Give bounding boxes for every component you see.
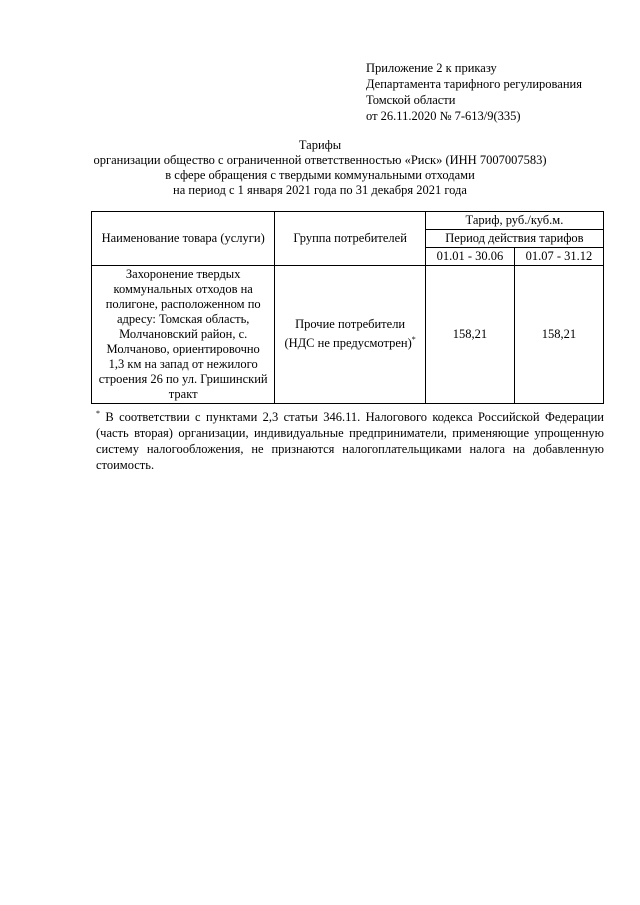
cell-service-name xyxy=(92,266,275,404)
service-name-line: Молчановский район, с. xyxy=(119,327,248,341)
document-title xyxy=(0,138,640,198)
table-row xyxy=(92,266,604,404)
consumer-group-line xyxy=(278,332,422,351)
footnote xyxy=(96,406,604,473)
appendix-header xyxy=(366,60,582,124)
footnote-marker: * xyxy=(411,335,416,345)
cell-consumer-group xyxy=(275,266,426,404)
header-name: Наименование товара (услуги) xyxy=(92,212,275,266)
title-line: Тарифы xyxy=(298,138,342,152)
title-line: на период с 1 января 2021 года по 31 декабря 2021 года xyxy=(173,183,467,197)
service-name-line: строения 26 по ул. Гришинский xyxy=(98,372,268,386)
tariffs-table xyxy=(91,211,604,404)
service-name-line: тракт xyxy=(168,387,198,401)
cell-tariff-period-2: 158,21 xyxy=(514,266,603,404)
service-name-line: коммунальных отходов на xyxy=(113,282,253,296)
table-header-row xyxy=(92,212,604,230)
consumer-group-line: Прочие потребители xyxy=(295,317,406,332)
header-tariff: Тариф, руб./куб.м. xyxy=(425,212,603,230)
appendix-line: Томской области xyxy=(366,93,456,107)
header-period: Период действия тарифов xyxy=(425,230,603,248)
service-name-line: 1,3 км на запад от нежилого xyxy=(108,357,258,371)
title-line: организации общество с ограниченной ответственностью «Риск» (ИНН 7007007583) xyxy=(93,153,547,167)
service-name-line: полигоне, расположенном по xyxy=(105,297,261,311)
header-period-2: 01.07 - 31.12 xyxy=(514,248,603,266)
vat-note: (НДС не предусмотрен) xyxy=(284,336,412,351)
appendix-line: от 26.11.2020 № 7-613/9(335) xyxy=(366,109,521,123)
service-name-line: Захоронение твердых xyxy=(125,267,241,281)
appendix-line: Департамента тарифного регулирования xyxy=(366,77,582,91)
header-period-1: 01.01 - 30.06 xyxy=(425,248,514,266)
footnote-marker: * xyxy=(96,409,100,418)
footnote-text: В соответствии с пунктами 2,3 статьи 346.11. Налогового кодекса Российской Федерации (часть вторая) организации, индивидуальные предприниматели, применяющие упрощенную систему налогообложения, не признаются налогоплательщиками налога на добавленную стоимость. xyxy=(96,410,604,473)
title-line: в сфере обращения с твердыми коммунальными отходами xyxy=(165,168,475,182)
service-name-line: Молчаново, ориентировочно xyxy=(106,342,260,356)
cell-tariff-period-1: 158,21 xyxy=(425,266,514,404)
appendix-line: Приложение 2 к приказу xyxy=(366,61,497,75)
service-name-line: адресу: Томская область, xyxy=(116,312,250,326)
header-group: Группа потребителей xyxy=(275,212,426,266)
